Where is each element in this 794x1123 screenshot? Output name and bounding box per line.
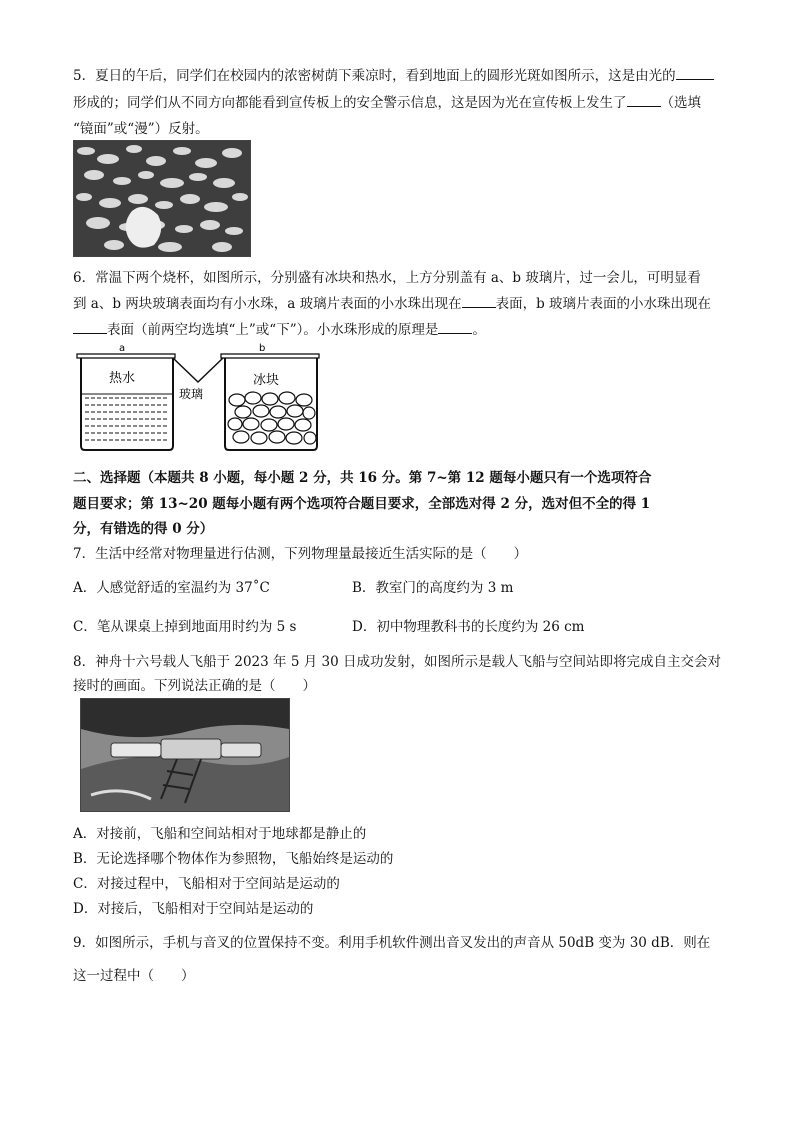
q8-option-a[interactable]: A．对接前，飞船和空间站相对于地球都是静止的 bbox=[73, 826, 367, 842]
ice-label: 冰块 bbox=[253, 373, 280, 388]
hot-water-label: 热水 bbox=[109, 371, 136, 386]
glass-label: 玻璃 bbox=[179, 387, 204, 401]
section2-line3: 分，有错选的得 0 分） bbox=[73, 521, 214, 537]
label-b: b bbox=[259, 343, 266, 354]
q6-line3: 表面（前两空均选填“上”或“下”）。小水珠形成的原理是 。 bbox=[73, 318, 486, 338]
answer-blank[interactable] bbox=[438, 321, 472, 334]
q6-line1: 6．常温下两个烧杯，如图所示，分别盛有冰块和热水，上方分别盖有 a、b 玻璃片，过一会儿，可明显看 bbox=[73, 270, 701, 286]
q9-line2: 这一过程中（ ） bbox=[73, 968, 195, 984]
answer-blank[interactable] bbox=[627, 94, 661, 107]
q8-option-c[interactable]: C．对接过程中，飞船相对于空间站是运动的 bbox=[73, 876, 340, 892]
q7-option-b[interactable]: B．教室门的高度约为 3 m bbox=[352, 580, 514, 596]
q8-line2: 接时的画面。下列说法正确的是（ ） bbox=[73, 678, 316, 694]
q8-option-d[interactable]: D．对接后，飞船相对于空间站是运动的 bbox=[73, 901, 314, 917]
spacecraft-docking-photo bbox=[80, 698, 290, 812]
q7-option-c[interactable]: C．笔从课桌上掉到地面用时约为 5 s bbox=[73, 619, 297, 635]
label-a: a bbox=[119, 343, 126, 354]
answer-blank[interactable] bbox=[462, 295, 496, 308]
q5-line1: 5．夏日的午后，同学们在校园内的浓密树荫下乘凉时，看到地面上的圆形光斑如图所示，这是由光的 bbox=[73, 64, 714, 84]
beakers-diagram bbox=[73, 342, 323, 454]
answer-blank[interactable] bbox=[73, 321, 107, 334]
section2-line2: 题目要求；第 13~20 题每小题有两个选项符合题目要求，全部选对得 2 分，选对但不全的得 1 bbox=[73, 496, 651, 512]
q8-line1: 8．神舟十六号载人飞船于 2023 年 5 月 30 日成功发射，如图所示是载人飞船与空间站即将完成自主交会对 bbox=[73, 654, 721, 670]
light-spots-photo bbox=[73, 140, 251, 257]
q8-option-b[interactable]: B．无论选择哪个物体作为参照物，飞船始终是运动的 bbox=[73, 851, 394, 867]
q5-line3: “镜面”或“漫”）反射。 bbox=[73, 121, 209, 137]
q7-option-d[interactable]: D．初中物理教科书的长度约为 26 cm bbox=[352, 619, 585, 635]
answer-blank[interactable] bbox=[676, 67, 714, 80]
q6-line2: 到 a、b 两块玻璃表面均有小水珠，a 玻璃片表面的小水珠出现在 表面，b 玻璃片表面的小水珠出现在 bbox=[73, 296, 712, 312]
section2-line1: 二、选择题（本题共 8 小题，每小题 2 分，共 16 分。第 7~第 12 题每小题只有一个选项符合 bbox=[73, 470, 652, 486]
q9-line1: 9．如图所示，手机与音叉的位置保持不变。利用手机软件测出音叉发出的声音从 50dB 变为 30 dB．则在 bbox=[73, 935, 711, 951]
q7-option-a[interactable]: A．人感觉舒适的室温约为 37˚C bbox=[73, 580, 270, 596]
q7-stem: 7．生活中经常对物理量进行估测，下列物理量最接近生活实际的是（ ） bbox=[73, 546, 528, 562]
q5-line2: 形成的；同学们从不同方向都能看到宣传板上的安全警示信息，这是因为光在宣传板上发生了 （选填 bbox=[73, 95, 701, 111]
